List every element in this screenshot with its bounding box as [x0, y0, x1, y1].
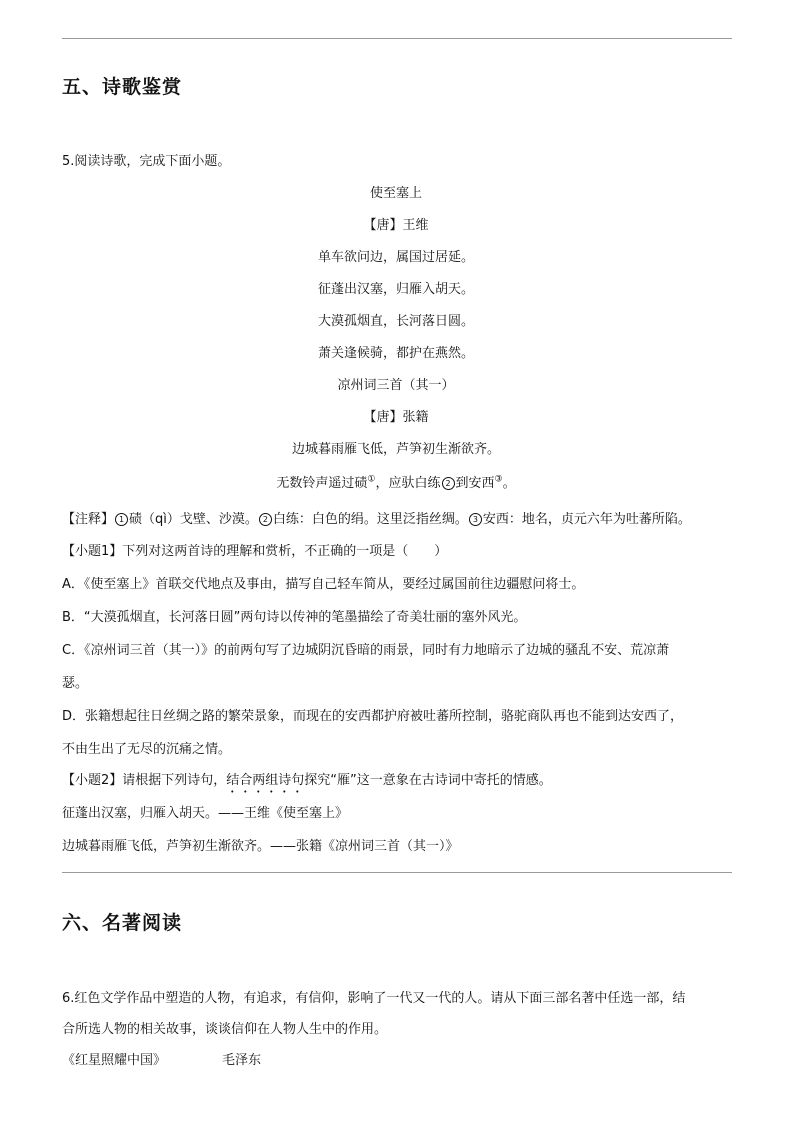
section-title-classics: 六、名著阅读 [62, 912, 183, 934]
option-d-line-1: D．张籍想起往日丝绸之路的繁荣景象，而现在的安西都护府被吐蕃所控制，骆驼商队再也不能到达安西了， [62, 709, 684, 724]
poem2-author: 【唐】张籍 [363, 410, 429, 425]
subquestion-2-stem-c: 探究“雁”这一意象在古诗词中寄托的情感。 [304, 773, 552, 788]
option-c-line-1: C．《凉州词三首（其一）》的前两句写了边城阴沉昏暗的雨景，同时有力地暗示了边城的骚乱不安、荒凉萧 [62, 643, 670, 658]
option-c-line-2: 瑟。 [62, 676, 89, 691]
question-6-line-2: 合所选人物的相关故事，谈谈信仰在人物人生中的作用。 [62, 1022, 388, 1037]
note-text-1: 碛（qì）戈壁、沙漠。 [129, 512, 258, 527]
poem1-line-2: 征蓬出汉塞，归雁入胡天。 [317, 282, 474, 297]
footnote-mark-2: 2 [442, 477, 455, 490]
note-text-3: 安西：地名，贞元六年为吐蕃所陷。 [482, 512, 691, 527]
subquestion-2-stem-a: 【小题2】请根据下列诗句， [62, 773, 227, 788]
note-text-2: 白练：白色的绢。这里泛指丝绸。 [272, 512, 468, 527]
option-a: A．《使至塞上》首联交代地点及事由，描写自己轻车简从，要经过属国前往边疆慰问将士。 [62, 577, 585, 592]
book-character: 毛泽东 [222, 1053, 262, 1068]
footnote-mark-1: ① [367, 474, 376, 485]
footnote-mark-3: ③ [494, 474, 503, 485]
annotation-note [62, 508, 691, 527]
section-title-poetry: 五、诗歌鉴赏 [62, 76, 183, 98]
note-number-3: 3 [469, 513, 482, 526]
poem2-line-2-part-c: 到安西 [455, 476, 495, 491]
poem2-line-2-part-d: 。 [502, 476, 516, 491]
section-divider [62, 872, 732, 873]
poem2-title: 凉州词三首（其一） [337, 378, 455, 393]
top-divider [62, 38, 732, 39]
note-label: 【注释】 [62, 512, 115, 527]
poem2-line-2 [0, 472, 792, 491]
emphasized-phrase: 结合两组诗句 [226, 773, 305, 788]
option-b: B．“大漠孤烟直，长河落日圆”两句诗以传神的笔墨描绘了奇美壮丽的塞外风光。 [62, 610, 527, 625]
poem2-line-2-part-b: ，应驮白练 [375, 476, 441, 491]
quote-wang-wei: 征蓬出汉塞，归雁入胡天。——王维《使至塞上》 [62, 806, 349, 821]
option-d-line-2: 不由生出了无尽的沉痛之情。 [62, 742, 232, 757]
poem1-line-3: 大漠孤烟直，长河落日圆。 [317, 314, 474, 329]
book-title: 《红星照耀中国》 [62, 1053, 167, 1068]
question-5-intro: 5.阅读诗歌，完成下面小题。 [62, 154, 231, 169]
subquestion-1-stem: 【小题1】下列对这两首诗的理解和赏析，不正确的一项是（ ） [62, 544, 448, 559]
poem1-title: 使至塞上 [369, 186, 422, 201]
note-number-1: 1 [115, 513, 128, 526]
poem1-line-4: 萧关逢候骑，都护在燕然。 [317, 346, 474, 361]
poem2-line-1: 边城暮雨雁飞低，芦笋初生渐欲齐。 [291, 442, 500, 457]
poem2-line-2-part-a: 无数铃声遥过碛 [276, 476, 368, 491]
quote-zhang-ji: 边城暮雨雁飞低，芦笋初生渐欲齐。——张籍《凉州词三首（其一）》 [62, 839, 459, 854]
question-6-line-1: 6.红色文学作品中塑造的人物，有追求，有信仰，影响了一代又一代的人。请从下面三部名著中任选一部，结 [62, 991, 686, 1006]
poem1-author: 【唐】王维 [363, 218, 429, 233]
note-number-2: 2 [259, 513, 272, 526]
poem1-line-1: 单车欲问边，属国过居延。 [317, 250, 474, 265]
subquestion-2-stem [62, 769, 552, 796]
